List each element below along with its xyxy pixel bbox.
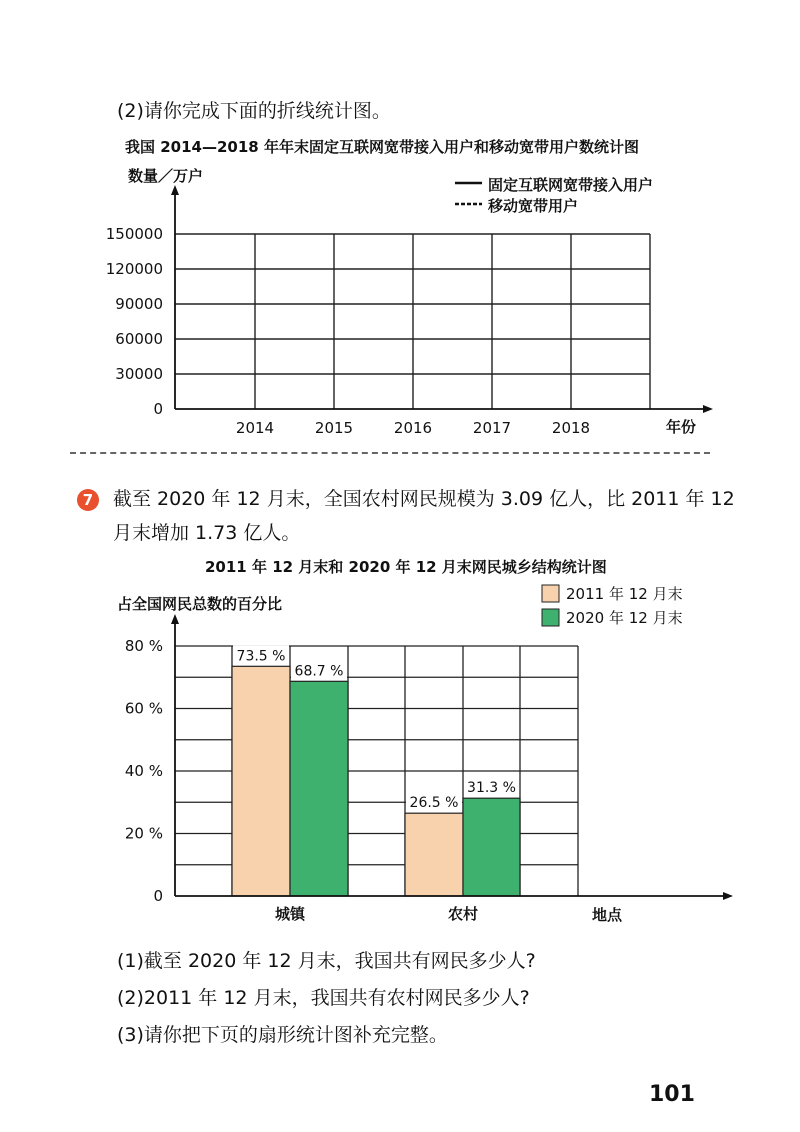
bar-x-axis-arrow <box>723 892 733 900</box>
line-x-tick-label: 2015 <box>314 419 354 437</box>
legend-mobile-broadband-label: 移动宽带用户 <box>488 197 579 215</box>
line-x-tick-label: 2016 <box>393 419 433 437</box>
line-y-tick-label: 90000 <box>115 295 163 313</box>
bar-y-tick-label: 60 % <box>124 699 163 718</box>
bar-2020-urban <box>290 681 348 896</box>
line-y-tick-label: 0 <box>153 400 163 418</box>
bar-chart-legend <box>542 585 559 626</box>
bar-y-axis-arrow <box>171 614 179 624</box>
bar-value-label: 26.5 % <box>409 795 459 812</box>
bar-value-label: 73.5 % <box>236 648 286 665</box>
line-x-tick-label: 2014 <box>235 419 275 437</box>
problem7-text-line2: 月末增加 1.73 亿人。 <box>113 522 301 544</box>
bar-y-tick-label: 40 % <box>124 762 163 780</box>
question-2: (2)2011 年 12 月末，我国共有农村网民多少人? <box>117 987 530 1009</box>
line-x-tick-label: 2018 <box>551 419 591 437</box>
bar-y-tick-label: 20 % <box>124 824 163 843</box>
bar-2011-urban <box>232 666 290 896</box>
line-chart-ylabel: 数量／万户 <box>128 167 204 185</box>
line-y-tick-label: 150000 <box>105 225 163 243</box>
bar-value-label: 31.3 % <box>467 780 516 797</box>
line-y-tick-label: 30000 <box>115 365 163 383</box>
bar-y-tick-label: 80 % <box>124 637 163 655</box>
bar-chart-xlabel: 地点 <box>592 906 623 924</box>
line-x-tick-label: 2017 <box>472 419 512 437</box>
problem7-text-line1: 截至 2020 年 12 月末，全国农村网民规模为 3.09 亿人，比 2011 年 12 <box>113 488 735 510</box>
bar-chart-title: 2011 年 12 月末和 2020 年 12 月末网民城乡结构统计图 <box>205 558 607 576</box>
legend-fixed-broadband-label: 固定互联网宽带接入用户 <box>488 176 654 194</box>
question-1: (1)截至 2020 年 12 月末，我国共有网民多少人? <box>117 950 536 972</box>
line-y-tick-label: 60000 <box>115 330 163 348</box>
bar-2011-rural <box>405 813 463 896</box>
line-y-tick-label: 120000 <box>105 260 163 278</box>
bar-x-category-label: 城镇 <box>274 905 306 923</box>
legend-2011-swatch <box>542 585 559 602</box>
question-3: (3)请你把下页的扇形统计图补充完整。 <box>117 1024 448 1046</box>
bar-value-label: 68.7 % <box>294 663 344 680</box>
bar-legend-2020-label: 2020 年 12 月末 <box>566 609 683 627</box>
page-number: 101 <box>649 1082 695 1107</box>
line-chart-title: 我国 2014—2018 年年末固定互联网宽带接入用户和移动宽带用户数统计图 <box>125 138 639 156</box>
part2-prompt: (2)请你完成下面的折线统计图。 <box>117 100 391 122</box>
bar-legend-2011-label: 2011 年 12 月末 <box>566 585 683 603</box>
line-chart-xlabel: 年份 <box>666 418 697 436</box>
bar-2020-rural <box>463 798 520 896</box>
legend-2020-swatch <box>542 609 559 626</box>
bar-y-tick-label: 0 <box>153 887 163 905</box>
bar-x-category-label: 农村 <box>447 905 479 923</box>
problem-number-badge: 7 <box>77 489 99 511</box>
bar-chart-ylabel: 占全国网民总数的百分比 <box>117 595 283 613</box>
